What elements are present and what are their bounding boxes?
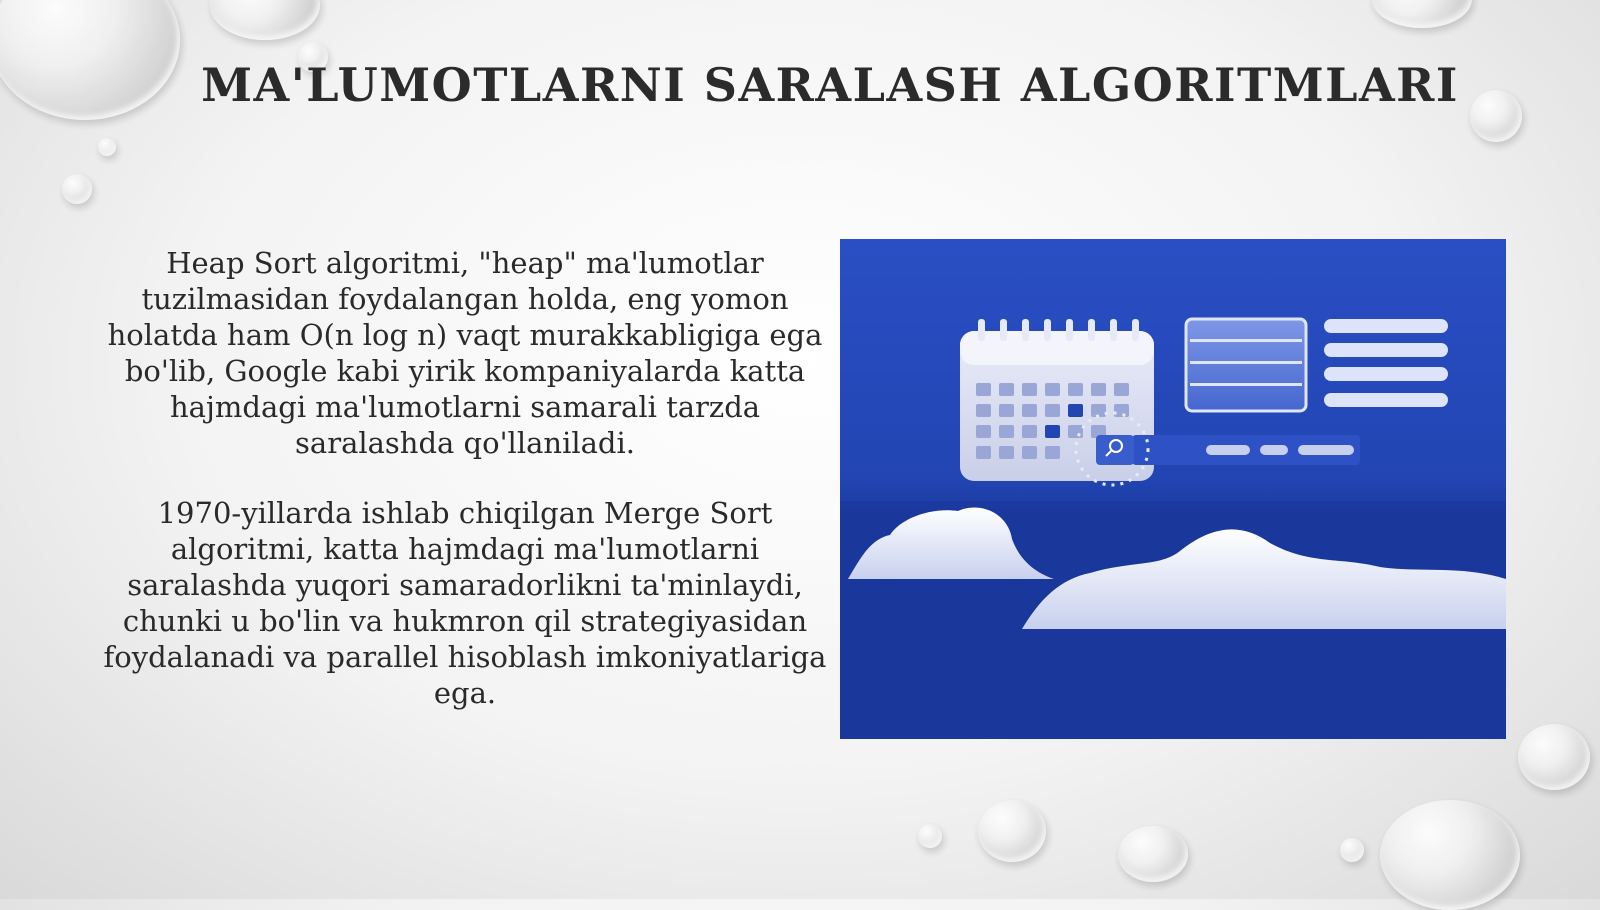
paragraph-merge-sort: 1970-yillarda ishlab chiqilgan Merge Sort algoritmi, katta hajmdagi ma'lumotlarni saralashda yuqori samaradorlikni ta'minlaydi, chunki u bo'lin va hukmron qil strategiyasidan foydalanadi va parallel hisoblash imkoniyatlariga ega. bbox=[103, 496, 827, 710]
water-drop-decoration bbox=[918, 824, 942, 848]
water-drop-decoration bbox=[1518, 724, 1590, 790]
paragraph-heap-sort: Heap Sort algoritmi, "heap" ma'lumotlar tuzilmasidan foydalangan holda, eng yomon holatda ham O(n log n) vaqt murakkabligiga ega bo'lib, Google kabi yirik kompaniyalarda katta hajmdagi ma'lumotlarni samarali tarzda saralashda qo'llaniladi. bbox=[107, 246, 823, 460]
water-drop-decoration bbox=[98, 138, 116, 156]
water-drop-decoration bbox=[210, 0, 320, 40]
water-drop-decoration bbox=[1470, 90, 1522, 142]
illustration-svg bbox=[840, 239, 1506, 739]
water-drop-decoration bbox=[1380, 800, 1520, 910]
slide-body bbox=[100, 245, 830, 745]
pill-list-shape bbox=[1324, 319, 1448, 407]
water-drop-decoration bbox=[978, 800, 1046, 862]
water-drop-decoration bbox=[1372, 0, 1472, 28]
slide-title: MA'LUMOTLARNI SARALASH ALGORITMLARI bbox=[201, 58, 1459, 112]
water-drop-decoration bbox=[1118, 826, 1188, 882]
water-drop-decoration bbox=[62, 174, 92, 204]
water-drop-decoration bbox=[0, 0, 180, 120]
illustration-panel bbox=[840, 239, 1506, 739]
list-panel-shape bbox=[1186, 319, 1306, 411]
water-drop-decoration bbox=[1340, 838, 1364, 862]
